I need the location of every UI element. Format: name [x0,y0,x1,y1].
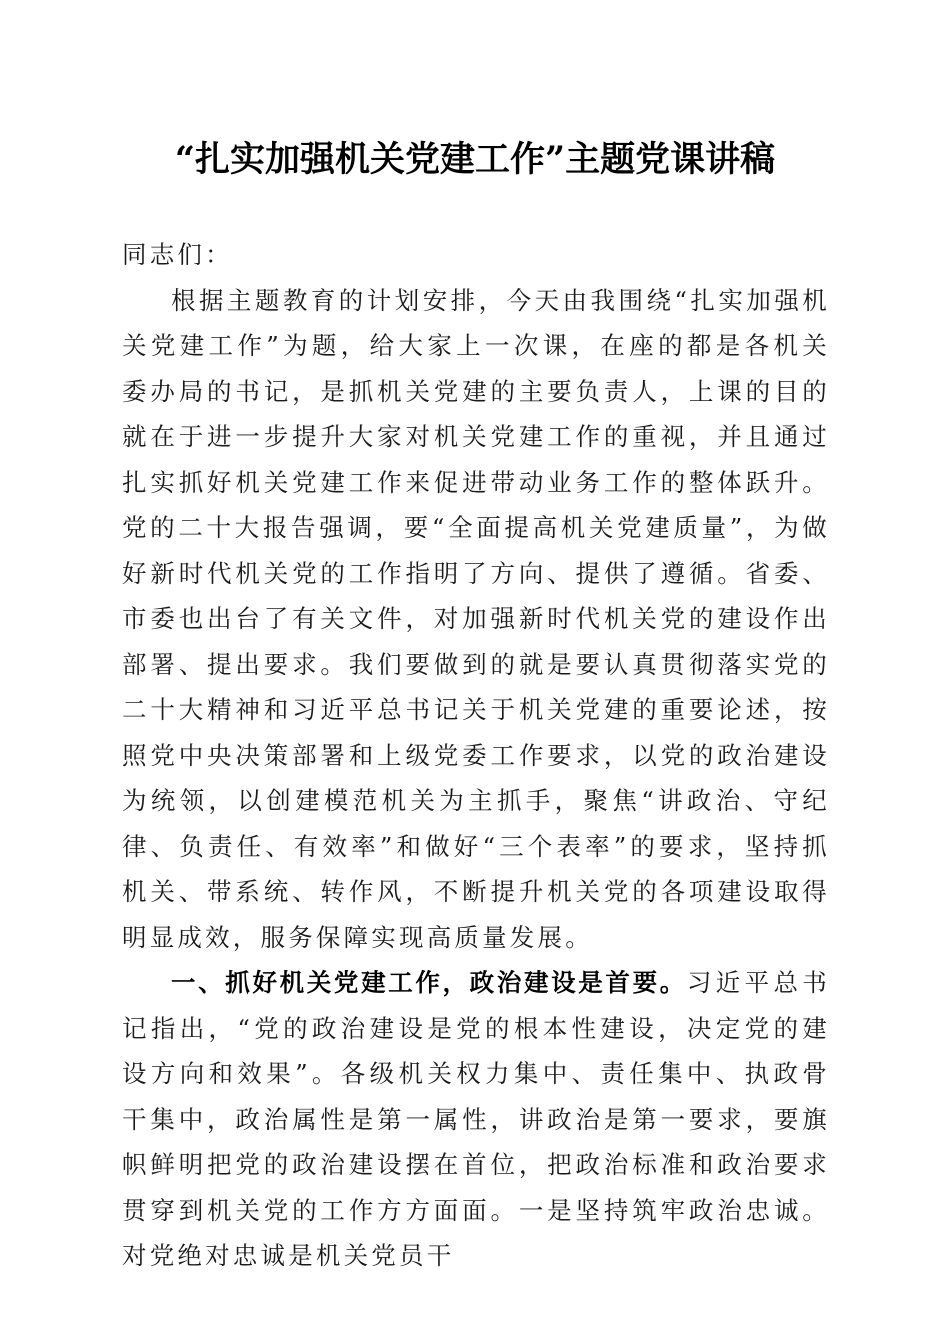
section-1-body: 习近平总书记指出，“党的政治建设是党的根本性建设，决定党的建设方向和效果”。各级机关权力集中、责任集中、执政骨干集中，政治属性是第一属性，讲政治是第一要求，要旗帜鲜明把党的政治建设摆在首位，把政治标准和政治要求贯穿到机关党的工作方方面面。一是坚持筑牢政治忠诚。对党绝对忠诚是机关党员干 [122,968,830,1270]
document-title: “扎实加强机关党建工作”主题党课讲稿 [174,139,776,180]
paragraph-section-1 [122,960,830,1279]
paragraph-intro: 根据主题教育的计划安排，今天由我围绕“扎实加强机关党建工作”为题，给大家上一次课，在座的都是各机关委办局的书记，是抓机关党建的主要负责人，上课的目的就在于进一步提升大家对机关党建工作的重视，并且通过扎实抓好机关党建工作来促进带动业务工作的整体跃升。党的二十大报告强调，要“全面提高机关党建质量”，为做好新时代机关党的工作指明了方向、提供了遵循。省委、市委也出台了有关文件，对加强新时代机关党的建设作出部署、提出要求。我们要做到的就是要认真贯彻落实党的二十大精神和习近平总书记关于机关党建的重要论述，按照党中央决策部署和上级党委工作要求，以党的政治建设为统领，以创建模范机关为主抓手，聚焦“讲政治、守纪律、负责任、有效率”和做好“三个表率”的要求，坚持抓机关、带系统、转作风，不断提升机关党的各项建设取得明显成效，服务保障实现高质量发展。 [122,285,830,952]
document-body [122,232,830,1279]
salutation: 同志们： [122,240,233,269]
section-1-heading: 一、抓好机关党建工作，政治建设是首要。 [171,968,687,997]
